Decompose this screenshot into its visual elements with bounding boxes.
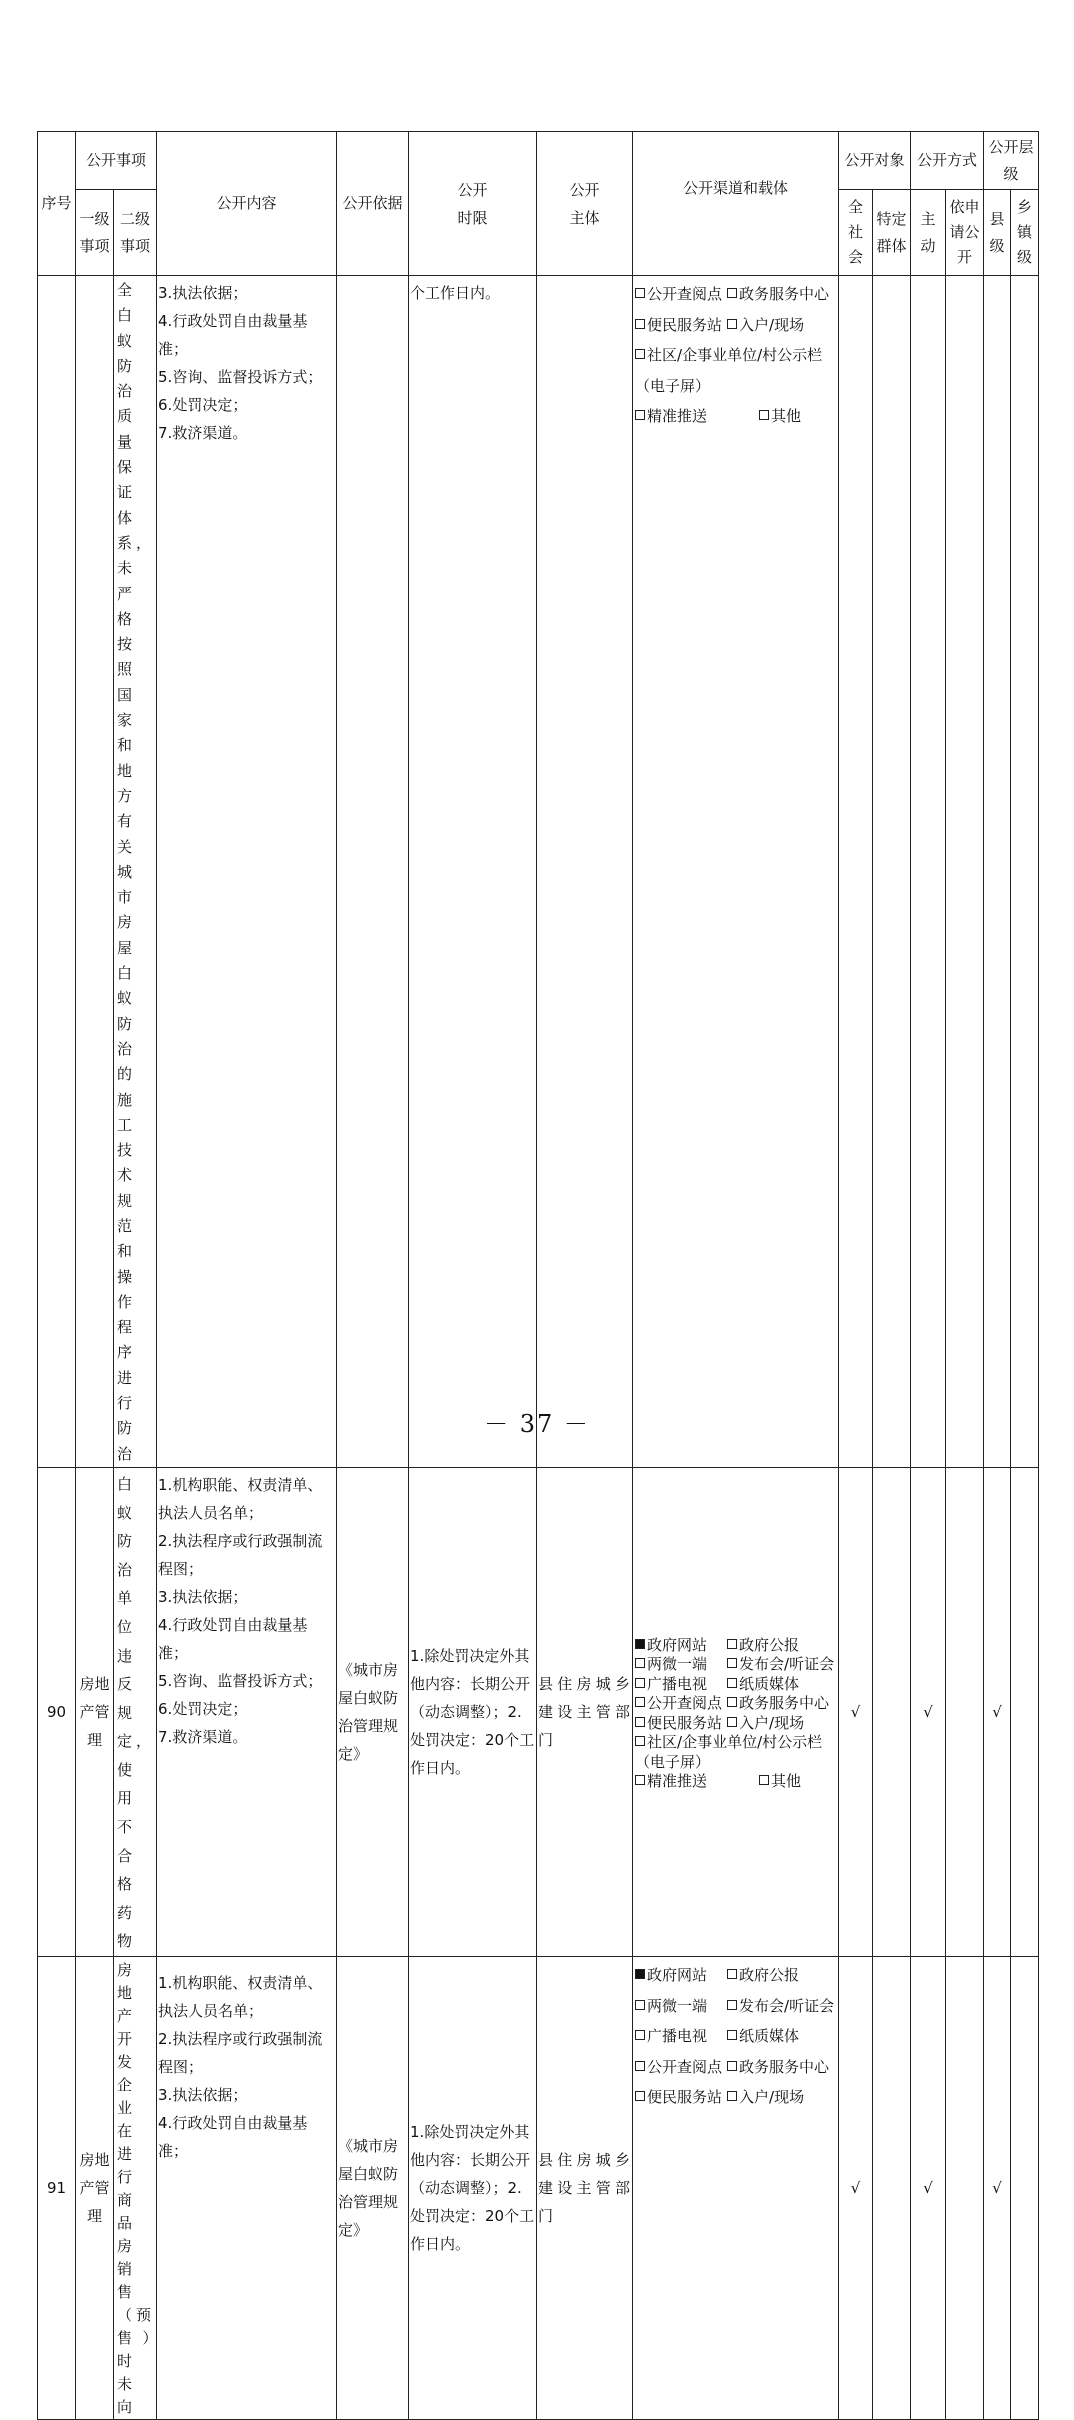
header-method-active: 主动: [911, 190, 946, 276]
row-level-county: [984, 276, 1011, 1468]
channel-option: [635, 1960, 727, 1991]
checked-box-icon: [635, 1639, 645, 1649]
header-channels: 公开渠道和载体: [633, 132, 839, 276]
channel-option-label: 公开查阅点: [647, 285, 723, 303]
channel-option-label: 便民服务站: [647, 315, 723, 334]
channel-option: [635, 1714, 727, 1734]
channel-option-label: 纸质媒体: [739, 1674, 800, 1693]
unchecked-box-icon: [635, 1717, 645, 1727]
channel-option: [635, 1772, 759, 1792]
unchecked-box-icon: [635, 1736, 645, 1746]
channel-option-label: 发布会/听证会: [739, 1655, 835, 1673]
unchecked-box-icon: [727, 2030, 737, 2040]
channel-line: [635, 310, 838, 341]
channel-option-label: 社区/企事业单位/村公示栏（电子屏）: [635, 346, 823, 395]
row-content: 1.机构职能、权责清单、执法人员名单； 2.执法程序或行政强制流程图； 3.执法依据； 4.行政处罚自由裁量基准；: [158, 1974, 323, 2161]
header-method-request: 依申请公开: [946, 190, 984, 276]
row-subject: 县住房城乡建设主管部门: [538, 2151, 632, 2226]
row-method-request: [946, 1467, 984, 1956]
header-target-group: 公开对象: [839, 132, 911, 190]
channel-option: [759, 1772, 801, 1792]
row-level-town: [1011, 276, 1039, 1468]
channel-option: [727, 1991, 834, 2022]
row-channels: [633, 1633, 838, 1792]
channel-option-label: 发布会/听证会: [739, 1996, 835, 2015]
channel-line: [635, 1675, 838, 1695]
channel-option: [759, 401, 801, 432]
unchecked-box-icon: [727, 319, 737, 329]
unchecked-box-icon: [727, 2061, 737, 2071]
channel-option: [635, 1733, 822, 1771]
row-level-town: [1011, 1467, 1039, 1956]
header-content: 公开内容: [157, 132, 337, 276]
unchecked-box-icon: [635, 2061, 645, 2071]
unchecked-box-icon: [727, 1658, 737, 1668]
row-time-limit: 1.除处罚决定外其他内容：长期公开（动态调整）；2.处罚决定：20个工作日内。: [410, 1647, 535, 1777]
unchecked-box-icon: [727, 2000, 737, 2010]
channel-option: [727, 279, 829, 310]
row-subject: 县住房城乡建设主管部门: [538, 1675, 632, 1749]
channel-option: [635, 2082, 727, 2113]
channel-line: [635, 1991, 838, 2022]
channel-option: [727, 1636, 799, 1656]
channel-option: [635, 346, 822, 395]
unchecked-box-icon: [635, 1658, 645, 1668]
channel-option: [727, 1655, 834, 1675]
table-row: [38, 276, 1039, 1468]
unchecked-box-icon: [727, 1697, 737, 1707]
row-target-specific: [873, 1957, 911, 2420]
row-time-limit: 1.除处罚决定外其他内容：长期公开（动态调整）；2.处罚决定：20个工作日内。: [410, 2123, 535, 2254]
header-row-1: [38, 132, 1039, 190]
unchecked-box-icon: [759, 410, 769, 420]
channel-option: [635, 1694, 727, 1714]
channel-option-label: 其他: [771, 1772, 802, 1790]
unchecked-box-icon: [635, 349, 645, 359]
channel-line: [635, 1694, 838, 1714]
disclosure-table: [37, 131, 1039, 2420]
channel-option-label: 广播电视: [647, 1674, 708, 1693]
channel-option-label: 便民服务站: [647, 1713, 723, 1732]
row-level-town: [1011, 1957, 1039, 2420]
row-level-county: √: [984, 1957, 1011, 2420]
channel-option-label: 入户/现场: [739, 1713, 805, 1732]
row-seq: 91: [38, 1957, 76, 2420]
unchecked-box-icon: [635, 319, 645, 329]
channel-line: [635, 1636, 838, 1656]
channel-option: [727, 2052, 829, 2083]
channel-line: [635, 2021, 838, 2052]
row-level1: 房地产管理: [76, 1957, 114, 2420]
header-target-specific: 特定群体: [873, 190, 911, 276]
channel-option-label: 政府网站: [647, 1635, 708, 1654]
unchecked-box-icon: [727, 288, 737, 298]
row-method-request: [946, 276, 984, 1468]
unchecked-box-icon: [635, 410, 645, 420]
unchecked-box-icon: [727, 1717, 737, 1727]
header-level1: 一级事项: [76, 190, 114, 276]
unchecked-box-icon: [727, 2091, 737, 2101]
channel-option: [635, 1636, 727, 1656]
unchecked-box-icon: [635, 1678, 645, 1688]
row-method-active: √: [911, 1957, 946, 2420]
channel-option: [727, 310, 804, 341]
row-channels: [633, 1957, 838, 2113]
channel-option-label: 公开查阅点: [647, 1694, 723, 1712]
channel-option-label: 政务服务中心: [739, 1694, 830, 1712]
channel-option-label: 入户/现场: [739, 315, 805, 334]
unchecked-box-icon: [635, 2000, 645, 2010]
channel-option-label: 便民服务站: [647, 2088, 723, 2107]
channel-option: [635, 2021, 727, 2052]
header-subject: 公开 主体: [537, 132, 633, 276]
channel-option: [727, 1675, 799, 1695]
header-item-group: 公开事项: [76, 132, 157, 190]
row-target-all: √: [839, 1957, 873, 2420]
channel-option-label: 两微一端: [647, 1996, 708, 2015]
channel-line: [635, 1655, 838, 1675]
row-level2: 房地产开发企业在进行商品房销售（预售）时未向: [117, 1961, 156, 2417]
channel-option: [727, 2082, 804, 2113]
channel-option: [635, 1655, 727, 1675]
channel-option-label: 广播电视: [647, 2027, 708, 2046]
header-level-town: 乡镇级: [1011, 190, 1039, 276]
channel-option-label: 精准推送: [647, 407, 708, 425]
checked-box-icon: [635, 1969, 645, 1979]
channel-line: [635, 2082, 838, 2113]
row-level-county: √: [984, 1467, 1011, 1956]
row-method-request: [946, 1957, 984, 2420]
row-target-all: √: [839, 1467, 873, 1956]
unchecked-box-icon: [635, 288, 645, 298]
channel-line: [635, 1772, 838, 1792]
channel-line: [635, 401, 838, 432]
channel-line: [635, 2052, 838, 2083]
channel-option: [727, 1960, 799, 1991]
channel-line: [635, 340, 838, 401]
header-target-all: 全社会: [839, 190, 873, 276]
unchecked-box-icon: [727, 1969, 737, 1979]
channel-option-label: 精准推送: [647, 1772, 708, 1790]
row-seq: [38, 276, 76, 1468]
row-time-limit: 个工作日内。: [410, 284, 501, 302]
header-level2: 二级事项: [114, 190, 157, 276]
channel-option: [635, 1991, 727, 2022]
header-level-group: 公开层级: [984, 132, 1039, 190]
channel-option-label: 两微一端: [647, 1655, 708, 1673]
row-method-active: √: [911, 1467, 946, 1956]
row-basis: 《城市房屋白蚁防治管理规定》: [338, 1661, 399, 1763]
channel-option: [635, 401, 759, 432]
row-target-all: [839, 276, 873, 1468]
unchecked-box-icon: [727, 1639, 737, 1649]
channel-line: [635, 1960, 838, 1991]
channel-option-label: 公开查阅点: [647, 2057, 723, 2076]
channel-line: [635, 1733, 838, 1772]
row-content: 3.执法依据； 4.行政处罚自由裁量基准； 5.咨询、监督投诉方式； 6.处罚决定； 7.救济渠道。: [158, 284, 323, 442]
header-seq: 序号: [38, 132, 76, 276]
channel-option: [727, 2021, 799, 2052]
row-level1: [76, 276, 114, 1468]
row-level1: 房地产管理: [76, 1467, 114, 1956]
channel-option: [635, 279, 727, 310]
channel-option: [727, 1714, 804, 1734]
row-method-active: [911, 276, 946, 1468]
header-level-county: 县级: [984, 190, 1011, 276]
channel-option-label: 入户/现场: [739, 2088, 805, 2107]
row-content: 1.机构职能、权责清单、执法人员名单； 2.执法程序或行政强制流程图； 3.执法依据； 4.行政处罚自由裁量基准； 5.咨询、监督投诉方式； 6.处罚决定； 7.救济渠道。: [158, 1475, 323, 1746]
header-basis: 公开依据: [337, 132, 409, 276]
unchecked-box-icon: [759, 1775, 769, 1785]
channel-option-label: 政府公报: [739, 1966, 800, 1985]
channel-option-label: 政府公报: [739, 1635, 800, 1654]
channel-option-label: 纸质媒体: [739, 2027, 800, 2046]
channel-line: [635, 1714, 838, 1734]
row-level2: 白蚁防治单位违反规定，使用不合格药物: [117, 1474, 156, 1951]
channel-option-label: 政务服务中心: [739, 2057, 830, 2076]
channel-option-label: 社区/企事业单位/村公示栏（电子屏）: [635, 1733, 823, 1771]
unchecked-box-icon: [635, 2030, 645, 2040]
row-target-specific: [873, 276, 911, 1468]
channel-option: [727, 1694, 829, 1714]
header-method-group: 公开方式: [911, 132, 984, 190]
page-number: － 37 －: [484, 1410, 590, 1438]
unchecked-box-icon: [635, 1697, 645, 1707]
channel-option: [635, 2052, 727, 2083]
table-row: [38, 1957, 1039, 2420]
row-level2: 全白蚁防治质量保证体系，未严格按照国家和地方有关城市房屋白蚁防治的施工技术规范和操作程序进行防治: [117, 281, 156, 1463]
channel-option-label: 政务服务中心: [739, 285, 830, 303]
row-channels: [633, 276, 838, 432]
row-basis: 《城市房屋白蚁防治管理规定》: [338, 2137, 399, 2240]
channel-option-label: 其他: [771, 407, 802, 425]
channel-line: [635, 279, 838, 310]
unchecked-box-icon: [635, 2091, 645, 2101]
channel-option: [635, 1675, 727, 1695]
row-target-specific: [873, 1467, 911, 1956]
unchecked-box-icon: [635, 1775, 645, 1785]
channel-option: [635, 310, 727, 341]
channel-option-label: 政府网站: [647, 1966, 708, 1985]
header-time-limit: 公开 时限: [409, 132, 537, 276]
table-row: [38, 1467, 1039, 1956]
row-seq: 90: [38, 1467, 76, 1956]
unchecked-box-icon: [727, 1678, 737, 1688]
